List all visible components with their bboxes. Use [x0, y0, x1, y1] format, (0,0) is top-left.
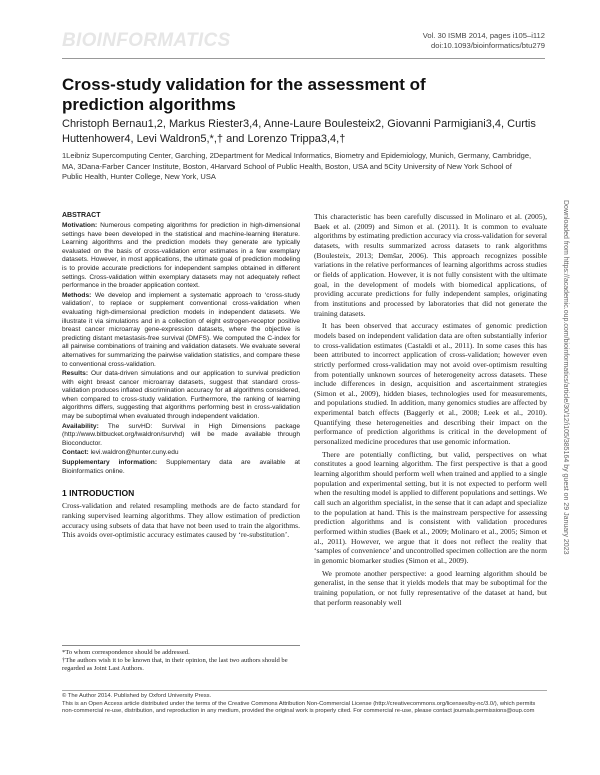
citation-info [423, 31, 545, 50]
availability-label: Availability: [62, 422, 99, 430]
abstract-methods [62, 292, 300, 369]
affiliations: 1Leibniz Supercomputing Center, Garching, 2Department for Medical Informatics, Biometry and Epidemiology, Munich, Germany, Cambridge, MA, 3Dana-Farber Cancer Institute, Boston, 4Harvard School of Public Health, Boston, USA and 5City University of New York School of Public Health, Hunter College, New York, USA [62, 151, 532, 181]
section-heading: 1 INTRODUCTION [62, 488, 135, 499]
abstract-heading: ABSTRACT [62, 212, 101, 219]
availability-text[interactable]: The survHD: Survival in High Dimensions package (http://www.bitbucket.org/lwaldron/survhd) will be made available through Bioconductor. [62, 422, 301, 447]
contact-label: Contact: [62, 449, 89, 457]
download-watermark[interactable]: Downloaded from https://academic.oup.com/bioinformatics/article/30/12/i105/385164 by guest on 29 January 2023 [562, 200, 569, 555]
supp-text: Supplementary data are available at Bioinformatics online. [62, 459, 300, 475]
results-label: Results: [62, 370, 89, 378]
methods-label: Methods: [62, 291, 92, 299]
citation-volume: Vol. 30 ISMB 2014, pages i105–i112 [422, 31, 545, 40]
motivation-label: Motivation: [62, 222, 98, 229]
abstract [62, 212, 300, 476]
footnotes [62, 645, 300, 673]
body-paragraph: This characteristic has been carefully discussed in Molinaro et al. (2005), Baek et al. (2009) and Simon et al. (2011). It is common to evaluate algorithms by estimating prediction accuracy via cross-validation for several datasets, with results summarized across datasets to rank algorithms (Boulesteix, 2013; Demšar, 2006). This approach recognizes possible variations in the relative performances of learning algorithms across studies or fields of application. However, it is not fully consistent with the ultimate goal, in the development of models with biomedical applications, of providing accurate predictions for fully independent samples, originating from institutions and processed by laboratories that did not generate the training datasets. [314, 212, 547, 318]
results-text: Our data-driven simulations and our application to survival prediction with eight breast cancer microarray datasets, suggest that standard cross-validation produces inflated discrimination accuracy for all algorithms considered, when compared to cross-study validation. Furthermore, the ranking of learning algorithms differs, suggesting that algorithms performing best in cross-validation may be suboptimal when evaluated through independent validation. [62, 370, 300, 421]
introduction [62, 488, 300, 540]
journal-name: BIOINFORMATICS [62, 30, 231, 51]
footnote-correspondence: *To whom correspondence should be addressed. [62, 649, 190, 656]
abstract-contact [62, 449, 300, 458]
header-rule [62, 58, 545, 59]
copyright-line: © The Author 2014. Published by Oxford University Press. [62, 693, 212, 699]
left-column [62, 212, 300, 543]
license-text[interactable]: This is an Open Access article distributed under the terms of the Creative Commons Attribution Non-Commercial License (http://creativecommons.org/licenses/by-nc/3.0/), which permits non-commercial re-use, distribution, and reproduction in any medium, provided the original work is properly cited. For commercial re-use, please contact journals.permissions@oup.com [62, 700, 536, 715]
abstract-motivation [62, 222, 300, 291]
copyright-block [62, 690, 547, 716]
methods-text: We develop and implement a systematic approach to ‘cross-study validation’, to replace or supplement conventional cross-validation when evaluating high-dimensional prediction models in independent datasets. We illustrate it via simulations and in a collection of eight estrogen-receptor positive breast cancer microarray gene-expression datasets, where the objective is predicting distant metastasis-free survival (DMFS). We computed the C-index for all pairwise combinations of training and validation datasets. We evaluate several alternatives for summarizing the pairwise validation statistics, and compare these to conventional cross-validation. [62, 291, 300, 368]
body-paragraph: There are potentially conflicting, but valid, perspectives on what constitutes a good learning algorithm. The first perspective is that a good learning algorithm should perform well when trained and applied to a single population and experimental setting, but it is not expected to perform well when the resulting model is applied to different populations and settings. We call such an algorithm specialist, in the sense that it can adapt and specialize to the population at hand. This is the mainstream perspective for assessing prediction algorithms and is consistent with validation procedures performed within studies (Baek et al., 2009; Molinaro et al., 2005; Simon et al., 2011). However, we argue that it does not reflect the reality that ‘samples of convenience’ and uncontrolled specimen collection are the norm in genomic biomarker studies (Simon et al., 2009). [314, 449, 547, 565]
body-paragraph: Cross-validation and related resampling methods are de facto standard for ranking supervised learning algorithms. They allow estimation of prediction accuracy using subsets of data that have not been used to train the algorithms. This avoids over-optimistic accuracy estimates caused by ‘re-substitution’. [62, 501, 300, 540]
abstract-availability [62, 423, 300, 449]
motivation-text: Numerous competing algorithms for prediction in high-dimensional settings have been developed in the statistical and machine-learning literature. Learning algorithms and the prediction models they generate are typically evaluated on the basis of cross-validation error estimates in a few exemplary datasets. However, in most applications, the ultimate goal of prediction modeling is to provide accurate predictions for independent samples obtained in different settings. Cross-validation within exemplary datasets may not adequately reflect performance in the broader application context. [62, 222, 300, 290]
body-paragraph: We promote another perspective: a good learning algorithm should be generalist, in the sense that it yields models that may be suboptimal for the training population, or not fully representative of the dataset at hand, but that perform reasonably well [314, 568, 547, 607]
body-paragraph: It has been observed that accuracy estimates of genomic prediction models based on independent validation data are often substantially inferior to cross-validation estimates (Castaldi et al., 2011). In some cases this has been attributed to incorrect application of cross-validation; however even strictly performed cross-validation may not avoid over-optimism resulting from potentially unknown sources of heterogeneity across datasets. These include differences in design, acquisition and ascertainment strategies (Simon et al., 2009), hidden biases, technologies used for measurements, and populations studied. In addition, many genomics studies are affected by experimental batch effects (Baggerly et al., 2008; Leek et al., 2010). Quantifying these heterogeneities and describing their impact on the performance of prediction algorithms is critical in the development of personalized medicine procedures that use genomic information. [314, 321, 547, 447]
footnote-joint-authors: †The authors wish it to be known that, in their opinion, the last two authors should be regarded as Joint Last Authors. [62, 657, 288, 672]
contact-email[interactable]: levi.waldron@hunter.cuny.edu [90, 449, 179, 457]
abstract-results [62, 370, 300, 422]
citation-doi[interactable]: doi:10.1093/bioinformatics/btu279 [431, 40, 545, 50]
abstract-supplementary [62, 459, 300, 476]
right-column [314, 212, 547, 610]
author-list: Christoph Bernau1,2, Markus Riester3,4, Anne-Laure Boulesteix2, Giovanni Parmigiani3,4, Curtis Huttenhower4, Levi Waldron5,*,† and Lorenzo Trippa3,4,† [62, 118, 536, 145]
article-title: Cross-study validation for the assessment of prediction algorithms [62, 75, 426, 114]
supp-label: Supplementary information: [62, 459, 158, 467]
